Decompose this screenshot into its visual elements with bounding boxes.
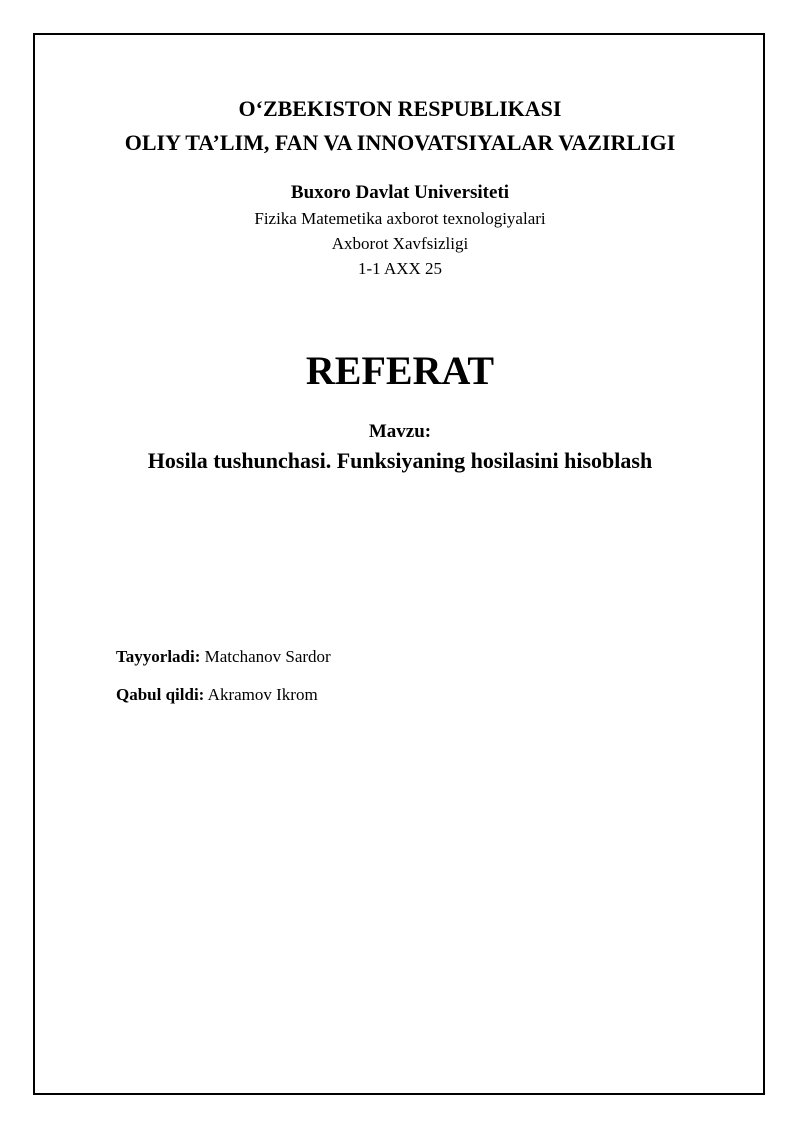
department-name: Axborot Xavfsizligi <box>331 234 469 253</box>
prepared-by-label: Tayyorladi: <box>116 647 201 666</box>
country-title: O‘ZBEKISTON RESPUBLIKASI <box>238 96 562 121</box>
ministry-title: OLIY TA’LIM, FAN VA INNOVATSIYALAR VAZIRLIGI <box>124 130 676 155</box>
accepted-by-label: Qabul qildi: <box>116 685 205 704</box>
group-name: 1-1 AXX 25 <box>357 259 443 278</box>
topic-label: Mavzu: <box>368 421 432 442</box>
faculty-name: Fizika Matemetika axborot texnologiyalari <box>254 209 546 228</box>
prepared-by-name: Matchanov Sardor <box>204 647 331 666</box>
prepared-by-row <box>116 647 331 667</box>
topic-text: Hosila tushunchasi. Funksiyaning hosilasini hisoblash <box>147 448 653 473</box>
document-title: REFERAT <box>305 348 495 393</box>
accepted-by-name: Akramov Ikrom <box>207 685 318 704</box>
university-name: Buxoro Davlat Universiteti <box>290 182 510 203</box>
accepted-by-row <box>116 685 318 705</box>
